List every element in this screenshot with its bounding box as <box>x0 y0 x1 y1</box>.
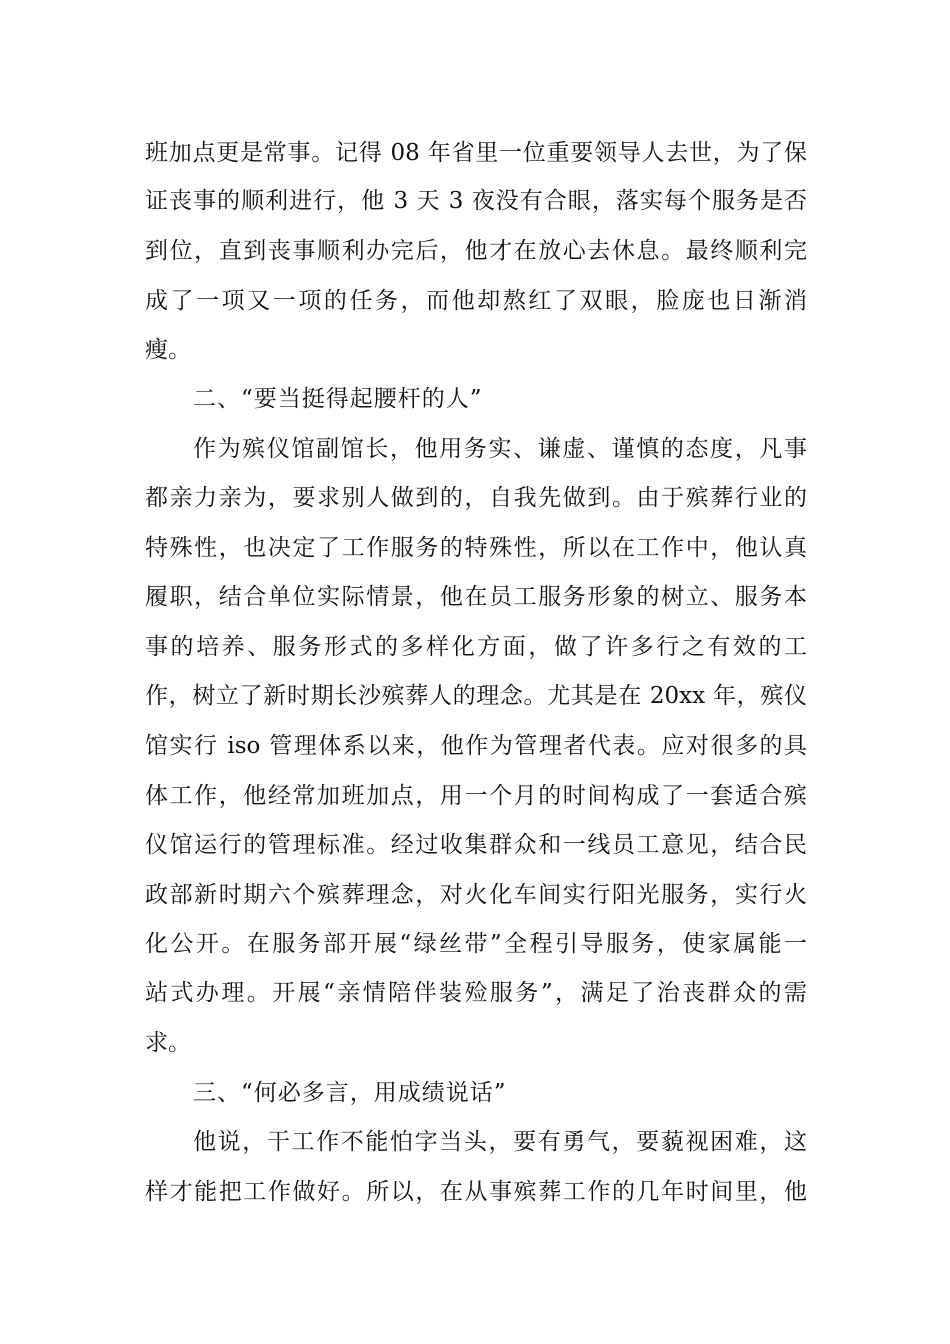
text-line: 他说，干工作不能怕字当头，要有勇气，要藐视困难，这 <box>193 1129 807 1155</box>
text-line: 政部新时期六个殡葬理念，对火化车间实行阳光服务，实行火 <box>145 882 807 908</box>
text-line: 证丧事的顺利进行，他 3 天 3 夜没有合眼，落实每个服务是否 <box>145 188 807 214</box>
text-line: 馆实行 iso 管理体系以来，他作为管理者代表。应对很多的具 <box>145 733 807 759</box>
text-line: 作为殡仪馆副馆长，他用务实、谦虚、谨慎的态度，凡事 <box>193 436 807 462</box>
text-line: 履职，结合单位实际情景，他在员工服务形象的树立、服务本 <box>145 584 807 610</box>
text-line: 特殊性，也决定了工作服务的特殊性，所以在工作中，他认真 <box>145 535 807 561</box>
text-line: 都亲力亲为，要求别人做到的，自我先做到。由于殡葬行业的 <box>145 485 807 511</box>
text-line: 班加点更是常事。记得 08 年省里一位重要领导人去世，为了保 <box>145 140 807 166</box>
text-line: 化公开。在服务部开展“绿丝带”全程引导服务，使家属能一 <box>145 931 807 957</box>
section-heading-2: 二、“要当挺得起腰杆的人” <box>193 386 483 412</box>
text-line: 作，树立了新时期长沙殡葬人的理念。尤其是在 20xx 年，殡仪 <box>145 683 807 709</box>
text-line: 瘦。 <box>145 337 191 363</box>
text-line: 成了一项又一项的任务，而他却熬红了双眼，脸庞也日渐消 <box>145 288 807 314</box>
text-line: 体工作，他经常加班加点，用一个月的时间构成了一套适合殡 <box>145 783 807 809</box>
text-line: 站式办理。开展“亲情陪伴装殓服务”，满足了治丧群众的需 <box>145 980 807 1006</box>
section-heading-3: 三、“何必多言，用成绩说话” <box>193 1080 507 1106</box>
text-line: 仪馆运行的管理标准。经过收集群众和一线员工意见，结合民 <box>145 832 807 858</box>
text-line: 到位，直到丧事顺利办完后，他才在放心去休息。最终顺利完 <box>145 238 807 264</box>
text-line: 事的培养、服务形式的多样化方面，做了许多行之有效的工 <box>145 634 807 660</box>
text-line: 求。 <box>145 1030 191 1056</box>
text-line: 样才能把工作做好。所以，在从事殡葬工作的几年时间里，他 <box>145 1179 807 1205</box>
